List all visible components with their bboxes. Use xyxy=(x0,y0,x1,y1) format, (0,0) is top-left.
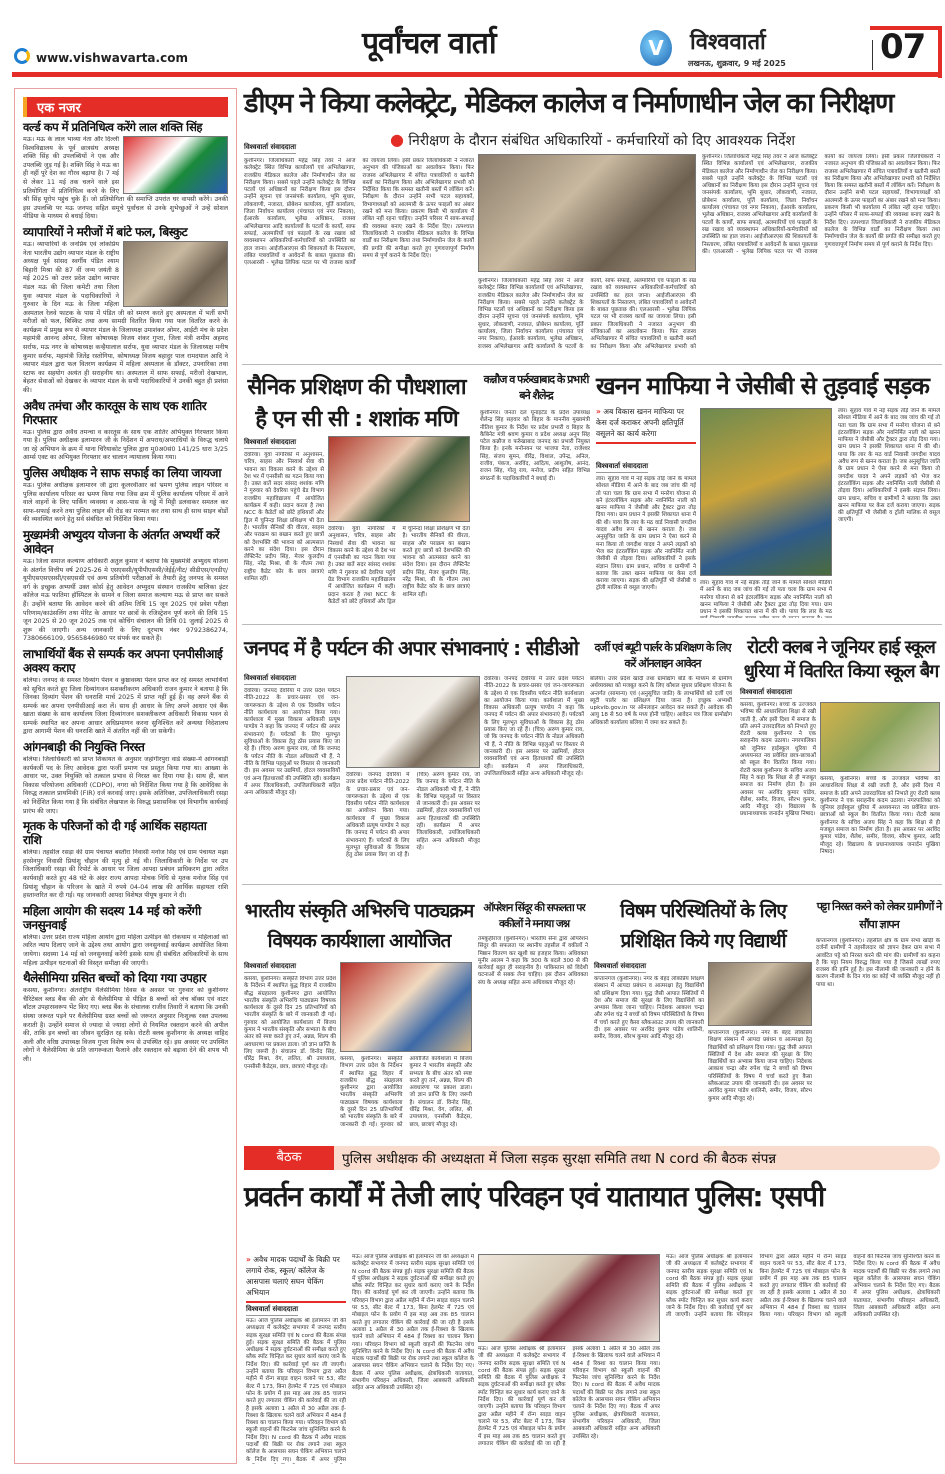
sindoor-headline: ऑपरेशन सिंदूर की सफलता पर वकीलों ने मनाया जश्न xyxy=(483,902,585,930)
chevron-icon: » xyxy=(596,407,601,416)
brief xyxy=(23,934,228,968)
visham-headline: विषम परिस्थितियों के लिए प्रशिक्षित किये गए विद्यार्थी xyxy=(620,900,786,952)
bottom-body: मऊ। आज पुलिस अधीक्षक श्री इलामारन जी की अध्यक्षता में कलेक्ट्रेट सभागार में जनपद स्तरीय सड़क सुरक्षा समिति एवं N cord की बैठक संपन्न हुई। सड़क सुरक्षा समिति की बैठक में पुलिस अधीक्षक ने सड़क दुर्घटनाओं की समीक्षा करते हुए ब्लैक स्पॉट चिन्हित कर सुधार कार्य कराए जाने के निर्देश दिए। की कार्रवाई पूर्ण कर ली जाएगी। उन्होंने बताया कि परिवहन विभाग द्वारा अप्रैल महीने में रॉन्ग साइड वाहन चलाने पर 53, सीट बेल्ट में 173, बिना हेलमेट में 725 एवं मोबाइल फोन के प्रयोग में इस माह अब तक 85 चालान करते हुए लगातार चेकिंग की कार्रवाई की जा रही है इसके अलावा 1 अप्रैल से 30 अप्रैल तक ई-रिक्शा के खिलाफ चलने वाले अभियान में 484 ई रिक्शा का चालान किया गया। परिवहन विभाग को स्कूली वाहनों की फिटनेस जांच सुनिश्चित करने के निर्देश दिए। N cord की बैठक में अवैध मादक पदार्थों की बिक्री पर रोक लगाने तथा स्कूल कॉलेज के आसपास सघन चेकिंग अभियान चलाने के निर्देश दिए गए। बैठक में अपर पुलिस xyxy=(246,1318,346,1463)
darji-headline: दर्जी एवं ब्यूटी पार्लर के प्रशिक्षण के लिए करें ऑनलाइन आवेदन xyxy=(594,641,731,670)
pull-quote-text: अब विकास खनन माफिया पर केस दर्ज कराकर अपनी क्षतिपूर्ति वसूलने का कार्य करेगा xyxy=(596,407,684,438)
lead-photo xyxy=(478,154,696,272)
cdo-photo xyxy=(346,676,480,768)
banner-text: पुलिस अधीक्षक की अध्यक्षता में जिला सड़क सुरक्षा समिति तथा N cord की बैठक संपन्न xyxy=(342,1151,777,1167)
page-number: 07 xyxy=(880,27,926,67)
brief-body: बलिया। जिलाधिकारी को प्राप्त शिकायत के अनुसार जहांगीरपुरा वार्ड संख्या-में आंगनबाड़ी कार्यकर्त्री पद के लिए आवेदक द्वारा फर्जी प्रमाण पत्र प्रस्तुत किया गया था। आख्या के आधार पर, उक्त नियुक्ति को तत्काल प्रभाव से निरस्त कर दिया गया है। साथ ही, बाल विकास परियोजना अधिकारी (CDPO), नगरा को निर्देशित किया गया है कि आवेदिका के विरुद्ध तत्काल प्राथमिकी (FIR) दर्ज करवाई जाए। इसके अतिरिक्त, उपजिलाधिकारी रसड़ा को निर्देशित किया गया है कि संबंधित लेखपाल के विरुद्ध प्रशासनिक एवं विभागीय कार्यवाई प्रारंभ की जाए। xyxy=(23,756,228,815)
ncc-body-2: देवरिया। युवा नागरिकों में अनुशासन, चरित्र, साहस और निस्वार्थ सेवा की भावना का विकास करने के उद्देश्य से देश भर में एनसीसी का गठन किया गया है। उक्त बातें सदर सांसद शशांक मणि ने गुरुवार को देवरिया पहुंचे ग्रेड विभाग राजकीय महाविद्यालय में आयोजित कार्यक्रम में कही। प्रदान करता है तथा NCC के कैडेटों को छोटे हथियारों और ड्रिल में चुनिन्दा शिक्षा प्रशिक्षण भी देता है। भारतीय सैनिकों की वीरता, साहस और पराक्रम का बखान करते हुए छात्रों को देशभक्ति की भावना को आत्मसात करने का संदेश दिया। इस दौरान लेफ्टिनेंट प्रदीप सिंह, मेजर कुलदीप सिंह, नरेंद्र मिश्रा, बी के गौतम तथा राष्ट्रीय कैडेट कोर के छात्र छात्राएं शामिल रहीं। xyxy=(328,526,470,605)
brief-headline: व्यापारियों ने मरीजों में बांटे फल, बिस्कुट xyxy=(23,224,188,239)
byline: विश्ववार्ता संवाददाता xyxy=(244,438,296,449)
khanan-pull-quote xyxy=(596,406,696,444)
brief-body: बलिया। तहसील रसड़ा की ग्राम पंचायत बस्तौरा निवासी मनोज सिंह एवं ग्राम पंचायत मझा हरसेनपुर निवासी प्रियांशु चौहान की मृत्यु हो गई थी। जिलाधिकारी के निर्देश पर उप जिलाधिकारी रसड़ा की रिपोर्ट के आधार पर जिला आपदा प्रबंधन प्राधिकरण द्वारा त्वरित कार्यवाही करते हुए 48 घंटे के अंदर राज्य आपदा मोचक निधि से मृतक मनोज सिंह एवं प्रियांशु चौहान के परिजन के खाते में रुपये 04-04 लाख की आर्थिक सहायता राशि हस्तान्तरित कर दी गई। यह जानकारी आपदा विशेषज्ञ पीयूष कुमार ने दी। xyxy=(23,849,228,900)
byline: विश्ववार्ता संवाददाता xyxy=(740,688,792,699)
byline: विश्ववार्ता संवाददाता xyxy=(244,143,296,154)
brief-body: मऊ। जिला समाज कल्याण अधिकारी अतुल कुमार ने बताया कि मुख्यमंत्री अभ्युदय योजना के अंतर्गत वित्तीय वर्ष 2025-26 मे एसएससी/यूपीपीएससी/जेईई/नीट/ सीडीएस/एनडीए/यूपीएसएसएससी/एसएससी एवं अन्य प्रतियोगी परीक्षाओं के तैयारी हेतु जनपद के समस्त वर्ग के इच्छुक अभ्यर्थी उक्त कोर्स हेतु आवेदन अभ्युदय संस्थान राजकीय बालिका इंटर कॉलेज मऊ फातिमा हॉस्पिटल के सामने व जिला समाज कल्याण मऊ से प्राप्त कर सकते हैं। उन्होंने बताया कि आवेदन करने की अंतिम तिथि 15 जून 2025 एवं प्रवेश परीक्षा परिणाम/काउंसलिंग तथा मेरिट के आधार पर छात्रों के रजिस्ट्रेशन पूर्ण करने की तिथि 15 जून 2025 से 20 जून 2025 तक एवं कोचिंग संचालन की तिथि 01 जुलाई 2025 से शुरू की जाएगी। अन्य जानकारी के लिए दूरभाष नंबर 9792386274, 7380666109, 9565846980 पर संपर्क कर सकते हैं। xyxy=(23,557,228,643)
website-url[interactable]: www.vishwavarta.com xyxy=(36,51,188,65)
brief xyxy=(23,482,228,525)
ncc-headline: सैनिक प्रशिक्षण की पौधशाला है एन सी सी : शशांक मणि xyxy=(247,375,466,432)
lead-story xyxy=(244,134,384,156)
kannauj-headline: कन्नौज व फर्रुखाबाद के प्रभारी बने शैलेन्द्र xyxy=(483,373,589,402)
rotary-headline: रोटरी क्लब ने जूनियर हाई स्कूल धुरिया में वितरित किया स्कूल बैग xyxy=(743,637,939,682)
rotary-photo xyxy=(820,702,940,772)
khanan-body-2: लार। सुहाव गांव में नई सड़क तोड़े जाने के मामले सोशल मीडिया में आने के बाद जब जांच की गई तो पता चला कि ग्राम सभा में मनरेगा योजना से बने इंटरलॉकिंग सड़क और नवनिर्मित नाली को खनन माफिया ने जेसीबी और ट्रैक्टर द्वारा तोड़ दिया गया। ग्राम प्रधान ने इसकी शिकायत थाना में की थी। पाया कि लार के मठ xyxy=(700,580,832,616)
byline: विश्ववार्ता संवाददाता xyxy=(244,962,296,973)
khanan-body: लार। सुहाव गांव में नई सड़क तोड़े जाने के मामले सोशल मीडिया में आने के बाद जब जांच की गई तो पता चला कि ग्राम सभा में मनरेगा योजना से बने इंटरलॉकिंग सड़क और नवनिर्मित नाली को खनन माफिया ने जेसीबी और ट्रैक्टर द्वारा तोड़ दिया गया। ग्राम प्रधान ने इसकी शिकायत थाना में की थी। पाया कि लार के मठ वार्ड निवासी जगदीश यादव अवैध रूप से खनन कराता है। जब अनुसूचित जाति के ग्राम प्रधान ने ऐसा करने से मना किया तो जगदीश यादव ने अपने लड़कों को भेज कर इंटरलॉकिंग सड़क और नवनिर्मित नाली जेसीबी से तोड़वा दिया। आधिकारियों ने इसके संज्ञान लिया। ग्राम प्रधान, सचिव व ग्रामीणों ने बताया कि उक्त खनन माफिया पर केस दर्ज कराया जाएगा। सड़क की क्षतिपूर्ति भी जेसीबी व ट्रॉली मालिक से वसूल जाएगी। xyxy=(596,476,696,592)
divider xyxy=(242,364,942,365)
visham-photo xyxy=(708,962,812,1026)
lead-subhead-text: निरीक्षण के दौरान संबंधित अधिकारियों - कर्मचारियों को दिए आवश्यक निर्देश xyxy=(408,133,796,149)
brief-body: मऊ। पुलिस द्वारा अवैध तमन्चा व कारतूस के साथ एक शातिर अभियुक्त गिरफ्तार किया गया है। पुलिस अधीक्षक इलामारन जी के निर्देशन में अपराध/अपराधियों के विरुद्ध चलाये जा रहे अभियान के क्रम में थाना चिरैयाकोट पुलिस द्वारा मु0अ0सं0 141/25 धारा 3/25 आर्म्स एक्ट का अभियुक्त गिरफ्तार कर चालान न्यायालय किया गया। xyxy=(23,428,228,462)
bullet-icon: ● xyxy=(390,130,404,149)
lead-body-3: कुशीनगर। जिलाधिकारी महेंद्र सिंह तंवर ने आज कलेक्ट्रेट स्थित विभिन्न कार्यालयों एवं अभिलेखागार, राजकीय मेडिकल कालेज और निर्माणाधीन जेल का निरीक्षण किया। सबसे पहले उन्होंने कलेक्ट्रेट के विभिन्न पटलों एवं अधिष्ठानों का निरीक्षण किया इस दौरान उन्होंने सूचना एवं जनसंपर्क कार्यालय, भूमि सुधार, लोकवाणी, नजारत, प्रोबेशन कार्यालय, पूर्ति कार्यालय, जिला निर्वाचन कार्यालय (पंचायत एवं नगर निकाय), ईआरके कार्यालय, भूलेख अधिष्ठान, राजस्व अभिलेखागार आदि कार्यालयों के पटलों के कार्यों, साफ सफाई, अलमारियों एवं फाइलों के रख रखाव को व्यवस्थापन अधिकारियों-कर्मचारियों को उपस्थिति का हाल जाना। आईजीआरएस की शिकायतों के निस्तारण, लंबित पत्रावलियों व आवेदनों के बाबत पूछताछ की। एलआरसी - भूलेख लिपिक पटल पर भी राजस्व कार्यों का जायजा लिया। इसी प्रकार जिलाधिकारी ने नजारत अनुभाग की पंजिकाओं का अवलोकन किया। फिर राजस्व अभिलेखागार में संचित पत्रावलियों व खतौनी बस्तों का निरीक्षण किया और अभिलेखागार प्रभारी को निर्देशित किया कि समस्त खतौनी बस्तों में लॉकिंग करें। निरीक्षण के दौरान उन्होंने सभी पटल सहायकों, विभागाध्यक्षों को आलमारी के ऊपर फाइलों का अंबार रखने को मना किया। प्रकरण किसी भी कार्यालय में लंबित नहीं रहना चाहिए। उन्होंने परिसर में साफ-सफाई की व्यवस्था बनाए रखने के निर्देश दिए। तत्पश्चात जिलाधिकारी ने राजकीय मेडिकल कालेज के विभिन्न वार्डों का निरीक्षण किया तथा निर्माणाधीन जेल के कार्यों की प्रगति की समीक्षा करते हुए गुणवत्तापूर्ण निर्माण समय से पूर्ण कराने के निर्देश दिए। xyxy=(702,154,940,255)
brief-headline: महिला आयोग की सदस्य 14 मई को करेंगी जनसुनवाई xyxy=(23,903,201,932)
divider xyxy=(242,624,942,625)
ek-nazar-column xyxy=(14,88,237,1464)
brief-body: मऊ। पुलिस अधीक्षक इलामारन जी द्वारा कूलरवीआर को भ्रमण पुलिस लाइन परिसर व पुलिस कार्यालय परिसर का भ्रमण किया गया जिस क्रम में पुलिस कार्यालय परिसर में आने वाले वाहनों के लिए पार्किंग व्यवस्था व आस-पास के गड्ढे में मिट्टी डलवाकर समतल कर साफ-सफाई करने तथा पुलिस लाइन की रोड का मरम्मत कर तथा साथ ही साथ साइन बोर्डों की व्यवस्थित करने हेतु सर्व संबंधित को निर्देशित किया गया। xyxy=(23,482,228,524)
brief xyxy=(23,987,228,1064)
bottom-headline: प्रवर्तन कार्यों में तेजी लाएं परिवहन एवं यातायात पुलिस: एसपी xyxy=(244,1180,824,1213)
brief-headline: पुलिस अधीक्षक ने साफ सफाई का लिया जायजा xyxy=(23,466,222,480)
brief xyxy=(23,677,228,737)
patta-body: कप्तानगंज (कुशीनगर)। तहसील क्षेत्र के ग्राम सभा खोड़ी के दर्जनों ग्रामीणों ने तहसीलदार को ज्ञापन देकर ग्राम सभा में आवंटित पट्टे को निरस्त करने की मांग की। ग्रामीणों का कहना है कि पट्टा नियम विरुद्ध किया गया है जिससे लाखों रुपए राजस्व की हानि हुई है। इस नीलामी की जानकारी न होने के कारण नीलामी के दिन गांव का कोई भी व्यक्ति मौजूद नहीं हो पाया था। xyxy=(816,938,940,988)
sanskriti-body-2: कसया, कुशीनगर। संस्कृति विभाग उत्तर प्रदेश के निर्देशन में स्थापित बुद्ध विहार में राजकीय बौद्ध संग्रहालय कुशीनगर द्वारा आयोजित भारतीय संस्कृति अभिरुचि पाठ्यक्रम विषयक कार्यशाला के दूसरे दिन 25 प्रतिभागियों को भारतीय संस्कृति के बारे में जानकारी दी गई। गुरुवार को आयोजित कार्यशाला में बिजय कुमार ने भारतीय संस्कृति और सभ्यता के बीच अंतर को स्पष्ट करते हुए तर्न, अन्नन्न, शिल्प की अवधारणा पर प्रकाश डाला। जो ज्ञान प्राप्ति के लिए जरूरी है। संचालन डॉ. विनोद सिंह, धीरेंद्र मिश्रा, वेग, ललित, श्री उपाध्याय, एनसीसी कैडेट्स, छात्र, छात्राएं मौजूद रहे। xyxy=(340,1056,472,1128)
bottom-body-2: मऊ। आज पुलिस अधीक्षक श्री इलामारन जी की अध्यक्षता में कलेक्ट्रेट सभागार में जनपद स्तरीय सड़क सुरक्षा समिति एवं N cord की बैठक संपन्न हुई। सड़क सुरक्षा समिति की बैठक में पुलिस अधीक्षक ने सड़क दुर्घटनाओं की समीक्षा करते हुए ब्लैक स्पॉट चिन्हित कर सुधार कार्य कराए जाने के निर्देश दिए। की कार्रवाई पूर्ण कर ली जाएगी। उन्होंने बताया कि परिवहन विभाग द्वारा अप्रैल महीने में रॉन्ग साइड वाहन चलाने पर 53, सीट बेल्ट में 173, बिना हेलमेट में 725 एवं मोबाइल फोन के प्रयोग में इस माह अब तक 85 चालान करते हुए लगातार चेकिंग की कार्रवाई की जा रही है इसके अलावा 1 अप्रैल से 30 अप्रैल तक ई-रिक्शा के खिलाफ चलने वाले अभियान में 484 ई रिक्शा का चालान किया गया। परिवहन विभाग को स्कूली वाहनों की फिटनेस जांच सुनिश्चित करने के निर्देश दिए। N cord की बैठक में अवैध मादक पदार्थों की बिक्री पर रोक लगाने तथा स्कूल कॉलेज के आसपास सघन चेकिंग अभियान चलाने के निर्देश दिए गए। बैठक में अपर पुलिस अधीक्षक, क्षेत्राधिकारी यातायात, संभागीय परिवहन अधिकारी, जिला आबकारी अधिकारी सहित अन्य अधिकारी उपस्थित रहे। xyxy=(352,1254,474,1392)
divider xyxy=(872,40,873,70)
brief-body: मऊ। मऊ के लाल भाव्या नेता और दिल्ली विश्वविद्यालय के पूर्व छात्रसंघ अध्यक्ष शक्ति सिंह की उपलब्धियों ने एक और उपलब्धि जुड़ गई है। शक्ति सिंह ने मऊ का ही नहीं पूरे देश का गौरव बढ़ाया है। 7 मई से लेकर 11 मई तक चलने वाले इस प्रतियोगिता में प्रतिनिधित्व करने के लिए श्री सिंह यूरोप पहुंच चुके हैं। जो प्रतियोगिता की समाप्ति उपरांत घर वापसी करेंगे। उनकी इस उपलब्धि पर मऊ जनपद सहित समूचे पूर्वांचल से उनके शुभेच्छुओं ने उन्हें सोशल मीडिया के माध्यम से बधाई दिया। xyxy=(23,136,228,221)
lead-body-2: कुशीनगर। जिलाधिकारी महेंद्र सिंह तंवर ने आज कलेक्ट्रेट स्थित विभिन्न कार्यालयों एवं अभिलेखागार, राजकीय मेडिकल कालेज और निर्माणाधीन जेल का निरीक्षण किया। सबसे पहले उन्होंने कलेक्ट्रेट के विभिन्न पटलों एवं अधिष्ठानों का निरीक्षण किया इस दौरान उन्होंने सूचना एवं जनसंपर्क कार्यालय, भूमि सुधार, लोकवाणी, नजारत, प्रोबेशन कार्यालय, पूर्ति कार्यालय, जिला निर्वाचन कार्यालय (पंचायत एवं नगर निकाय), ईआरके कार्यालय, भूलेख अधिष्ठान, राजस्व अभिलेखागार आदि कार्यालयों के पटलों के कार्यों, साफ सफाई, अलमारियों एवं फाइलों के रख रखाव को व्यवस्थापन अधिकारियों-कर्मचारियों को उपस्थिति का हाल जाना। आईजीआरएस की शिकायतों के निस्तारण, लंबित पत्रावलियों व आवेदनों के बाबत पूछताछ की। एलआरसी - भूलेख लिपिक पटल पर भी राजस्व कार्यों का जायजा लिया। इसी प्रकार जिलाधिकारी ने नजारत अनुभाग की पंजिकाओं का अवलोकन किया। फिर राजस्व अभिलेखागार में संचित पत्रावलियों व खतौनी बस्तों का निरीक्षण किया और अभिलेखागार प्रभारी को xyxy=(478,278,696,350)
globe-icon xyxy=(14,48,30,64)
brand-logo-icon: V xyxy=(640,30,672,66)
brief xyxy=(23,558,228,644)
brief-headline: मुख्यमंत्री अभ्युदय योजना के अंतर्गत अभ्यर्थी करें आवेदन xyxy=(23,527,220,556)
cdo-body-2: देवरिया। जनपद देवरिया में उत्तर प्रदेश पर्यटन नीति-2022 के प्रचार-प्रसार एवं जन-जागरूकता के उद्देश्य से एक दिवसीय पर्यटन नीति कार्यशाला का आयोजन किया गया। कार्यशाला में मुख्य विकास अधिकारी प्रत्यूष पाण्डेय ने कहा कि जनपद में पर्यटन की अपार संभावनाएं हैं। पर्यटकों के लिए मूलभूत सुविधाओं के विकास हेतु ठोस प्रयास किए जा रहे हैं। (चित्र) अरुण कुमार राय, जो कि जनपद के पर्यटन नीति के नोडल अधिकारी भी हैं, ने नीति के विभिन्न पहलुओं पर विस्तार से जानकारी दी। इस अवसर पर उद्यमियों, होटल व्यवसायियों एवं अन्य हितधारकों की उपस्थिति रही। कार्यक्रम में अपर जिलाधिकारी, उपजिलाधिकारी सहित अन्य अधिकारी मौजूद रहे। xyxy=(346,772,480,859)
header-rule xyxy=(12,72,942,77)
brief xyxy=(23,429,228,463)
khanan-body-3: लार। सुहाव गांव में नई सड़क तोड़े जाने के मामले सोशल मीडिया में आने के बाद जब जांच की गई तो पता चला कि ग्राम सभा में मनरेगा योजना से बने इंटरलॉकिंग सड़क और नवनिर्मित नाली को खनन माफिया ने जेसीबी और ट्रैक्टर द्वारा तोड़ दिया गया। ग्राम प्रधान ने इसकी शिकायत थाना में की थी। पाया कि लार के मठ वार्ड निवासी जगदीश यादव अवैध रूप से खनन कराता है। जब अनुसूचित जाति के ग्राम प्रधान ने ऐसा करने से मना किया तो जगदीश यादव ने अपने लड़कों को भेज कर इंटरलॉकिंग सड़क और नवनिर्मित नाली जेसीबी से तोड़वा दिया। आधिकारियों ने इसके संज्ञान लिया। ग्राम प्रधान, सचिव व ग्रामीणों ने बताया कि उक्त खनन माफिया पर केस दर्ज कराया जाएगा। सड़क की क्षतिपूर्ति भी जेसीबी व ट्रॉली मालिक से वसूल जाएगी। xyxy=(838,408,940,524)
ncc-body: देवरिया। युवा नागरिकों में अनुशासन, चरित्र, साहस और निस्वार्थ सेवा की भावना का विकास करने के उद्देश्य से देश भर में एनसीसी का गठन किया गया है। उक्त बातें सदर सांसद शशांक मणि ने गुरुवार को देवरिया पहुंचे ग्रेड विभाग राजकीय महाविद्यालय में आयोजित कार्यक्रम में कही। प्रदान करता है तथा NCC के कैडेटों को छोटे हथियारों और ड्रिल में चुनिन्दा शिक्षा प्रशिक्षण भी देता है। भारतीय सैनिकों की वीरता, साहस और पराक्रम का बखान करते हुए छात्रों को देशभक्ति की भावना को आत्मसात करने का संदेश दिया। इस दौरान लेफ्टिनेंट प्रदीप सिंह, मेजर कुलदीप सिंह, नरेंद्र मिश्रा, बी के गौतम तथा राष्ट्रीय कैडेट कोर के छात्र छात्राएं शामिल रहीं। xyxy=(244,452,324,583)
brief-body: बलिया। जनपद के समस्त दिव्यांग पेंशन व कुष्ठावस्था पेंशन प्राप्त कर रहे समस्त लाभार्थियों को सूचित करते हुए जिला दिव्यांगजन सशक्तीकरण अधिकारी राजन कुमार ने बताया है कि जिनका दिव्यांग पेंशन की धनराशि मार्च 2025 में प्राप्त नहीं हुई है। वह अपने बैंक से सम्पर्क कर अपना एनपीसीआई करा लें। साथ ही आधार के लिए अपने आधार एवं बैंक खाता संख्या के साथ कार्यालय जिला दिव्यांगजन सशक्तीकरण अधिकारी विकास भवन से सम्पर्क स्थापित कर अपना आधार अधिप्रमाणन करना सुनिश्चित करें अन्यथा निदेशालय द्वारा आगामी पेंशन की धनराशि खाते में अंतरित नहीं की जा सकेगी। xyxy=(23,676,228,736)
cdo-body: देवरिया। जनपद देवरिया में उत्तर प्रदेश पर्यटन नीति-2022 के प्रचार-प्रसार एवं जन-जागरूकता के उद्देश्य से एक दिवसीय पर्यटन नीति कार्यशाला का आयोजन किया गया। कार्यशाला में मुख्य विकास अधिकारी प्रत्यूष पाण्डेय ने कहा कि जनपद में पर्यटन की अपार संभावनाएं हैं। पर्यटकों के लिए मूलभूत सुविधाओं के विकास हेतु ठोस प्रयास किए जा रहे हैं। (चित्र) अरुण कुमार राय, जो कि जनपद के पर्यटन नीति के नोडल अधिकारी भी हैं, ने नीति के विभिन्न पहलुओं पर विस्तार से जानकारी दी। इस अवसर पर उद्यमियों, होटल व्यवसायियों एवं अन्य हितधारकों की उपस्थिति रही। कार्यक्रम में अपर जिलाधिकारी, उपजिलाधिकारी सहित अन्य अधिकारी मौजूद रहे। xyxy=(244,688,340,797)
bottom-body-4: मऊ। आज पुलिस अधीक्षक श्री इलामारन जी की अध्यक्षता में कलेक्ट्रेट सभागार में जनपद स्तरीय सड़क सुरक्षा समिति एवं N cord की बैठक संपन्न हुई। सड़क सुरक्षा समिति की बैठक में पुलिस अधीक्षक ने सड़क दुर्घटनाओं की समीक्षा करते हुए ब्लैक स्पॉट चिन्हित कर सुधार कार्य कराए जाने के निर्देश दिए। की कार्रवाई पूर्ण कर ली जाएगी। उन्होंने बताया कि परिवहन विभाग द्वारा अप्रैल महीने में रॉन्ग साइड वाहन चलाने पर 53, सीट बेल्ट में 173, बिना हेलमेट में 725 एवं मोबाइल फोन के प्रयोग में इस माह अब तक 85 चालान करते हुए लगातार चेकिंग की कार्रवाई की जा रही है इसके अलावा 1 अप्रैल से 30 अप्रैल तक ई-रिक्शा के खिलाफ चलने वाले अभियान में 484 ई रिक्शा का चालान किया गया। परिवहन विभाग को स्कूली वाहनों की फिटनेस जांच सुनिश्चित करने के निर्देश दिए। N cord की बैठक में अवैध मादक पदार्थों की बिक्री पर रोक लगाने तथा स्कूल कॉलेज के आसपास सघन चेकिंग अभियान चलाने के निर्देश दिए गए। बैठक में अपर पुलिस अधीक्षक, क्षेत्राधिकारी यातायात, संभागीय परिवहन अधिकारी, जिला आबकारी अधिकारी सहित अन्य अधिकारी उपस्थित रहे। xyxy=(666,1254,940,1319)
jcb-photo xyxy=(700,408,832,576)
brief-photo xyxy=(123,241,228,307)
meeting-banner xyxy=(244,1146,940,1170)
chevron-icon: » xyxy=(246,1255,251,1264)
brief-body: कसया, कुशीनगर। अंतर्राष्ट्रीय थैलेसीमिया दिवस के अवसर पर गुरुवार को कुशीनगर चैरिटेबल ब्लड बैंक की ओर से थैलेसीमिया से पीड़ित 8 बच्चों को लंच बॉक्स एवं वाटर बॉटल उपहारस्वरूप भेंट किए गए। ब्लड बैंक के संचालक राजीव तिवारी ने बताया कि उनकी संस्था जरूरत पड़ने पर थैलेसीमिया ग्रस्त बच्चों को जरूरत अनुसार निःशुल्क रक्त उपलब्ध कराती है। उन्होंने समाज से ज्यादा से ज्यादा लोगों से नियमित रक्तदान करने की अपील की, ताकि इन बच्चों का जीवन सुरक्षित रह सके। रोटरी क्लब कुशीनगर के अध्यक्ष वाहिद अली और वरिष्ठ उपाध्यक्ष विजय गुप्ता विशेष रूप से उपस्थित रहे। इस अवसर पर उपस्थित लोगों ने थैलेसीमिया के प्रति जागरूकता फैलाने और रक्तदान को बढ़ावा देने की शपथ भी ली। xyxy=(23,987,228,1063)
brief-body: मऊ। व्यापारियों के जनप्रिय एवं लोकप्रिय नेता भारतीय उद्योग व्यापार मंडल के राष्ट्रीय अध्यक्ष पूर्व सांसद स्वर्गीय पंडित श्याम बिहारी मिश्रा की 87 वीं जन्म जयंती 8 मई 2025 को उत्तर प्रदेश उद्योग व्यापार मंडल मऊ की जिला कमेटी तथा जिला युवा व्यापार मंडल के पदाधिकारियों ने गुरुवार के दिन मऊ के जिला महिला अस्पताल रेलवे फाटक के पास में पंडित जी को स्मरण करते हुए अस्पताल में भर्ती सभी मरीजों को फल, बिस्किट तथा अन्य सामग्री वितरित किया गया फल वितरित करने के कार्यक्रम में प्रमुख रूप से व्यापार मंडल के जिलाध्यक्ष उमाशंकर ओमर, आईटी मंच के प्रदेश महामंत्री आनन्द ओमर, जिला कोषाध्यक्ष विजय शंकर गुप्ता, जिला मंत्री शमीम अहमद सर्राफ, मऊ नगर के कोषाध्यक्ष कन्हैयालाल सर्राफ, युवा व्यापार मंडल के जिलाध्यक्ष मनीष कुमार सर्राफ, महामंत्री जितेंद्र रस्तोगिया, कोषाध्यक्ष विजय बहादुर पाल रामदयाल आदि ने व्यापार मंडल द्वारा फल वितरण कार्यक्रम में महिला अस्पताल के डॉक्टर, उपनारिका तथा स्टाफ का सहयोग अत्यंत ही सराहनीय था। अस्पताल में साफ सफाई, मरीजों देखभाल, बेहतर सेवाओं को देखकर के व्यापार मंडल के सभी पदाधिकारियों ने उनकी बहुत ही प्रशंसा की। xyxy=(23,240,228,395)
darji-body: बलिया। उत्तर प्रदेश खादी तथा ग्रामोद्योग बोर्ड के माध्यम से ग्रामीण अर्थव्यवस्था को मजबूत करने के लिए कौशल सुधार प्रशिक्षण योजना के अन्तर्गत (सामान्य) एवं (अनुसूचित जाति) के लाभार्थियों को दर्जी एवं ब्यूटी पार्लर का प्रशिक्षण दिया जाना है। इच्छुक अभ्यर्थी upkvib.gov.in पर ऑनलाइन आवेदन कर सकते हैं। आवेदक की आयु 18 से 50 वर्ष के मध्य होनी चाहिए। आवेदन पत्र जिला ग्रामोद्योग अधिकारी कार्यालय बलिया में जमा कर सकते हैं। xyxy=(590,676,732,726)
kannauj-body: कुशीनगर। जनता दल यूनाइटेड के प्रदेश उपाध्यक्ष शैलेन्द्र सिंह सहवार को बिहार के माननीय मुख्यमंत्री नीतिश कुमार के निर्देश पर प्रदेश प्रभारी व बिहार के कैबिनेट मंत्री श्रवण कुमार व प्रदेश अध्यक्ष अनूप सिंह पटेल कन्नौज व फर्रुखाबाद जनपद का प्रभारी नियुक्त किया है। इनके मनोनयन पर भाजपा नेता, राजेश्वर सिंह, संजय सुमन, वीरेंद्र, विशाल, उपेन्द्र, अनिल, राजीव, पंकज, अरविंद, आदित्य, आशुतोष, आनंद, राजन सिंह, गोलू राय, मनोज, प्रदीप सहित विभिन्न संगठनों के पदाधिकारियों ने बधाई दी। xyxy=(480,410,590,482)
masthead xyxy=(0,0,945,80)
brief xyxy=(23,136,228,222)
bottom-pull-quote xyxy=(246,1254,346,1303)
byline: विश्ववार्ता संवाददाता xyxy=(594,962,646,973)
brief-headline: थैलेसीमिया ग्रसित बच्चों को दिया गया उपहार xyxy=(23,971,206,986)
visham-body-2: कप्तानगंज (कुशीनगर)। नगर के बेहद लोकप्रिय शिक्षण संस्थान में आपदा प्रबंधन व आत्मरक्षा हेतु विद्यार्थियों को प्रशिक्षण दिया गया। युद्ध जैसी आपात स्थितियों में देश और समाज की सुरक्षा के लिए विद्यार्थियों का अभ्यास किया जाना चाहिए। निदेशक आकाश चन्द्रा और रुपेश चंद्र ने बच्चों को विषम परिस्थितियों के विषय में चर्चा करते हुए कैसा ब्लैकआउट उपाय की जानकारी दी। इस अवसर पर अरविंद कुमार पांडेय शालिनी, समीर, विजय, सौरभ कुमार आदि मौजूद रहे। xyxy=(708,1030,812,1102)
brief-headline: अवैध तमंचा और कारतूस के साथ एक शातिर गिरफ्तार xyxy=(23,398,207,427)
brief-headline: लाभार्थियों बैंक से सम्पर्क कर अपना एनपीसीआई अवश्य कराए xyxy=(23,646,223,675)
brief-headline: मृतक के परिजनों को दी गई आर्थिक सहायता राशि xyxy=(23,819,207,848)
pull-quote-text: अवैध मादक पदार्थों के बिक्री पर लगाये रोक, स्कूल/ कॉलेज के आसपास चलाएं सघन चेकिंग अभियान xyxy=(246,1255,340,1297)
brief-headline: वर्ल्ड कप में प्रतिनिधित्व करेंगे लाल शक्ति सिंह xyxy=(23,120,202,134)
sindoor-body: तमकुहीराज (कुशीनगर)। भारतीय सेना द्वारा ऑपरेशन सिंदूर की सफलता पर स्थानीय तहसील में वकीलों ने मिष्ठान वितरण कर खुशी का इजहार किया। अधिवक्ता मुनीर आलम ने कहा कि 300 के बदले 300 से की कार्रवाई बहुत ही सराहनीय है। पाकिस्तान को विदेशी घटनाओं से सबक लेना चाहिए। इस दौरान अधिवक्ता संघ के अध्यक्ष सहित अन्य अधिवक्ता मौजूद रहे। xyxy=(478,936,588,986)
brand-name: विश्ववार्ता xyxy=(690,30,766,55)
patta-headline: पट्टा निरस्त करने को लेकर ग्रामीणों ने सौंपा ज्ञापन xyxy=(816,900,942,931)
cdo-headline: जनपद में है पर्यटन की अपार संभावनाएं : सीडीओ xyxy=(244,636,579,660)
lead-subhead xyxy=(390,130,795,150)
lead-headline: डीएम ने किया कलेक्ट्रेट, मेडिकल कालेज व निर्माणाधीन जेल का निरीक्षण xyxy=(244,88,893,119)
banner-tag: बैठक xyxy=(244,1146,334,1170)
brief-photo xyxy=(123,136,228,194)
byline: विश्ववार्ता संवाददाता xyxy=(596,462,648,473)
byline: विश्ववार्ता संवाददाता xyxy=(244,674,296,685)
brief xyxy=(23,756,228,816)
khanan-headline: खनन माफिया ने जेसीबी से तुड़वाई सड़क xyxy=(596,372,929,400)
sanskriti-headline: भारतीय संस्कृति अभिरुचि पाठ्यक्रम विषयक कार्यशाला आयोजित xyxy=(244,900,474,952)
sanskriti-photo xyxy=(340,962,472,1052)
rotary-body: कसया, कुशीनगर। बच्चों के उज्जवल भविष्य की आधारशिला शिक्षा से रखी जाती है, और इसी दिशा में समाज के प्रति अपने उत्तरदायित्व को निभाते हुए रोटरी क्लब कुशीनगर ने एक सराहनीय कदम उठाया। नगरपालिका को जूनियर हाईस्कूल धुरिया में अध्ययनरत नव प्रवेशित छात्र-छात्राओं को स्कूल बैग वितरित किया गया। रोटरी क्लब कुशीनगर के सचिव अजय सिंह ने कहा कि शिक्षा से ही मजबूत समाज का निर्माण होता है। इस अवसर पर अरविंद कुमार पांडेय, शैलेश, समीर, विजय, सौरभ कुमार, आदि मौजूद रहे। विद्यालय के प्रधानाध्यापक जनार्दन मुखिया निषाद। xyxy=(740,702,816,818)
ncc-photo xyxy=(328,436,470,522)
brief-body: बलिया। उत्तर प्रदेश राज्य महिला आयोग द्वारा महिला उत्पीड़न की रोकथाम व महिलाओं को त्वरित न्याय दिलाए जाने के उद्देश्य तथा आयोग द्वारा जनसुनवाई कार्यक्रम आयोजित किया जायेगा। सदस्या 14 मई को जनसुनवाई करेंगी इसके साथ ही संबंधित अधिकारियों के साथ महिला उत्पीड़न घटनाओं की विस्तृत समीक्षा की जाएगी। xyxy=(23,933,228,967)
brief xyxy=(23,241,228,396)
ek-nazar-tab: एक नजर xyxy=(23,97,228,117)
cdo-body-3: देवरिया। जनपद देवरिया में उत्तर प्रदेश पर्यटन नीति-2022 के प्रचार-प्रसार एवं जन-जागरूकता के उद्देश्य से एक दिवसीय पर्यटन नीति कार्यशाला का आयोजन किया गया। कार्यशाला में मुख्य विकास अधिकारी प्रत्यूष पाण्डेय ने कहा कि जनपद में पर्यटन की अपार संभावनाएं हैं। पर्यटकों के लिए मूलभूत सुविधाओं के विकास हेतु ठोस प्रयास किए जा रहे हैं। (चित्र) अरुण कुमार राय, जो कि जनपद के पर्यटन नीति के नोडल अधिकारी भी हैं, ने नीति के विभिन्न पहलुओं पर विस्तार से जानकारी दी। इस अवसर पर उद्यमियों, होटल व्यवसायियों एवं अन्य हितधारकों की उपस्थिति रही। कार्यक्रम में अपर जिलाधिकारी, उपजिलाधिकारी सहित अन्य अधिकारी मौजूद रहे। xyxy=(484,676,584,777)
meeting-photo xyxy=(478,1254,660,1342)
bottom-body-3: मऊ। आज पुलिस अधीक्षक श्री इलामारन जी की अध्यक्षता में कलेक्ट्रेट सभागार में जनपद स्तरीय सड़क सुरक्षा समिति एवं N cord की बैठक संपन्न हुई। सड़क सुरक्षा समिति की बैठक में पुलिस अधीक्षक ने सड़क दुर्घटनाओं की समीक्षा करते हुए ब्लैक स्पॉट चिन्हित कर सुधार कार्य कराए जाने के निर्देश दिए। की कार्रवाई पूर्ण कर ली जाएगी। उन्होंने बताया कि परिवहन विभाग द्वारा अप्रैल महीने में रॉन्ग साइड वाहन चलाने पर 53, सीट बेल्ट में 173, बिना हेलमेट में 725 एवं मोबाइल फोन के प्रयोग में इस माह अब तक 85 चालान करते हुए लगातार चेकिंग की कार्रवाई की जा रही है इसके अलावा 1 अप्रैल से 30 अप्रैल तक ई-रिक्शा के खिलाफ चलने वाले अभियान में 484 ई रिक्शा का चालान किया गया। परिवहन विभाग को स्कूली वाहनों की फिटनेस जांच सुनिश्चित करने के निर्देश दिए। N cord की बैठक में अवैध मादक पदार्थों की बिक्री पर रोक लगाने तथा स्कूल कॉलेज के आसपास सघन चेकिंग अभियान चलाने के निर्देश दिए गए। बैठक में अपर पुलिस अधीक्षक, क्षेत्राधिकारी यातायात, संभागीय परिवहन अधिकारी, जिला आबकारी अधिकारी सहित अन्य अधिकारी उपस्थित रहे। xyxy=(478,1346,660,1447)
sanskriti-body: कसया, कुशीनगर। संस्कृति विभाग उत्तर प्रदेश के निर्देशन में स्थापित बुद्ध विहार में राजकीय बौद्ध संग्रहालय कुशीनगर द्वारा आयोजित भारतीय संस्कृति अभिरुचि पाठ्यक्रम विषयक कार्यशाला के दूसरे दिन 25 प्रतिभागियों को भारतीय संस्कृति के बारे में जानकारी दी गई। गुरुवार को आयोजित कार्यशाला में बिजय कुमार ने भारतीय संस्कृति और सभ्यता के बीच अंतर को स्पष्ट करते हुए तर्न, अन्नन्न, शिल्प की अवधारणा पर प्रकाश डाला। जो ज्ञान प्राप्ति के लिए जरूरी है। संचालन डॉ. विनोद सिंह, धीरेंद्र मिश्रा, वेग, ललित, श्री उपाध्याय, एनसीसी कैडेट्स, छात्र, छात्राएं मौजूद रहे। xyxy=(244,976,336,1070)
visham-body: कप्तानगंज (कुशीनगर)। नगर के बेहद लोकप्रिय शिक्षण संस्थान में आपदा प्रबंधन व आत्मरक्षा हेतु विद्यार्थियों को प्रशिक्षण दिया गया। युद्ध जैसी आपात स्थितियों में देश और समाज की सुरक्षा के लिए विद्यार्थियों का अभ्यास किया जाना चाहिए। निदेशक आकाश चन्द्रा और रुपेश चंद्र ने बच्चों को विषम परिस्थितियों के विषय में चर्चा करते हुए कैसा ब्लैकआउट उपाय की जानकारी दी। इस अवसर पर अरविंद कुमार पांडेय शालिनी, समीर, विजय, सौरभ कुमार आदि मौजूद रहे। xyxy=(594,976,704,1041)
rotary-body-2: कसया, कुशीनगर। बच्चों के उज्जवल भविष्य की आधारशिला शिक्षा से रखी जाती है, और इसी दिशा में समाज के प्रति अपने उत्तरदायित्व को निभाते हुए रोटरी क्लब कुशीनगर ने एक सराहनीय कदम उठाया। नगरपालिका को जूनियर हाईस्कूल धुरिया में अध्ययनरत नव प्रवेशित छात्र-छात्राओं को स्कूल बैग वितरित किया गया। रोटरी क्लब कुशीनगर के सचिव अजय सिंह ने कहा कि शिक्षा से ही मजबूत समाज का निर्माण होता है। इस अवसर पर अरविंद कुमार पांडेय, शैलेश, समीर, विजय, सौरभ कुमार, आदि मौजूद रहे। विद्यालय के प्रधानाध्यापक जनार्दन मुखिया निषाद। xyxy=(820,776,940,855)
section-title: पूर्वांचल वार्ता xyxy=(362,26,496,61)
lead-body: कुशीनगर। जिलाधिकारी महेंद्र सिंह तंवर ने आज कलेक्ट्रेट स्थित विभिन्न कार्यालयों एवं अभिलेखागार, राजकीय मेडिकल कालेज और निर्माणाधीन जेल का निरीक्षण किया। सबसे पहले उन्होंने कलेक्ट्रेट के विभिन्न पटलों एवं अधिष्ठानों का निरीक्षण किया इस दौरान उन्होंने सूचना एवं जनसंपर्क कार्यालय, भूमि सुधार, लोकवाणी, नजारत, प्रोबेशन कार्यालय, पूर्ति कार्यालय, जिला निर्वाचन कार्यालय (पंचायत एवं नगर निकाय), ईआरके कार्यालय, भूलेख अधिष्ठान, राजस्व अभिलेखागार आदि कार्यालयों के पटलों के कार्यों, साफ सफाई, अलमारियों एवं फाइलों के रख रखाव को व्यवस्थापन अधिकारियों-कर्मचारियों को उपस्थिति का हाल जाना। आईजीआरएस की शिकायतों के निस्तारण, लंबित पत्रावलियों व आवेदनों के बाबत पूछताछ की। एलआरसी - भूलेख लिपिक पटल पर भी राजस्व कार्यों का जायजा लिया। इसी प्रकार जिलाधिकारी ने नजारत अनुभाग की पंजिकाओं का अवलोकन किया। फिर राजस्व अभिलेखागार में संचित पत्रावलियों व खतौनी बस्तों का निरीक्षण किया और अभिलेखागार प्रभारी को निर्देशित किया कि समस्त खतौनी बस्तों में लॉकिंग करें। निरीक्षण के दौरान उन्होंने सभी पटल सहायकों, विभागाध्यक्षों को आलमारी के ऊपर फाइलों का अंबार रखने को मना किया। प्रकरण किसी भी कार्यालय में लंबित नहीं रहना चाहिए। उन्होंने परिसर में साफ-सफाई की व्यवस्था बनाए रखने के निर्देश दिए। तत्पश्चात जिलाधिकारी ने राजकीय मेडिकल कालेज के विभिन्न वार्डों का निरीक्षण किया तथा निर्माणाधीन जेल के कार्यों की प्रगति की समीक्षा करते हुए गुणवत्तापूर्ण निर्माण समय से पूर्ण कराने के निर्देश दिए। xyxy=(244,158,474,267)
brief-headline: आंगनबाड़ी की नियुक्ति निरस्त xyxy=(23,740,145,755)
dateline: लखनऊ, शुक्रवार, 9 मई 2025 xyxy=(688,59,786,68)
divider xyxy=(242,884,942,885)
brief xyxy=(23,849,228,901)
byline: विश्ववार्ता संवाददाता xyxy=(246,1305,298,1316)
